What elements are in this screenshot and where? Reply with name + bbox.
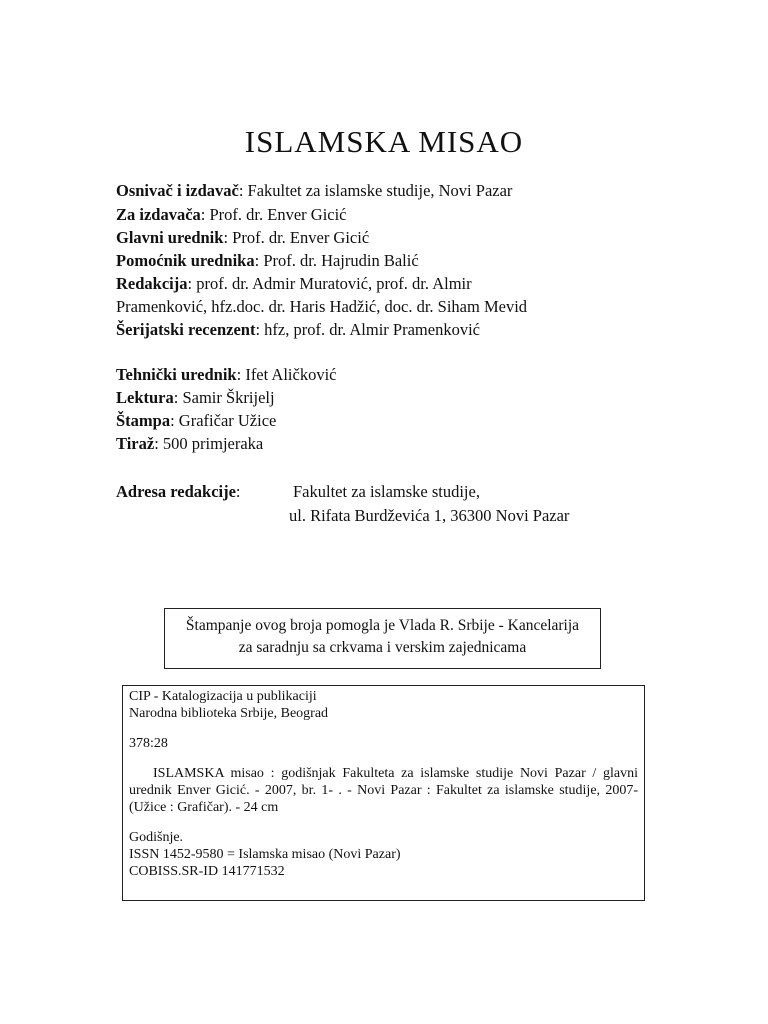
cip-spacer — [129, 722, 638, 735]
cip-entry: ISLAMSKA misao : godišnjak Fakulteta za islamske studije Novi Pazar / glavni urednik Enver Gicić. - 2007, br. 1- . - Novi Pazar : Fakultet za islamske studije, 2007- (Užice : Grafičar). - 24 cm — [129, 766, 638, 815]
credit-technical-editor: Tehnički urednik: Ifet Aličković — [116, 365, 337, 384]
funding-notice-line-1: Štampanje ovog broja pomogla je Vlada R. Srbije - Kancelarija — [185, 617, 580, 634]
address-line-2: ul. Rifata Burdževića 1, 36300 Novi Pazar — [289, 506, 570, 525]
credit-printing: Štampa: Grafičar Užice — [116, 411, 277, 430]
credit-sharia-reviewer: Šerijatski recenzent: hfz, prof. dr. Almir Pramenković — [116, 320, 480, 339]
credit-assistant-editor: Pomoćnik urednika: Prof. dr. Hajrudin Balić — [116, 251, 419, 270]
credit-editorial-board-cont: Pramenković, hfz.doc. dr. Haris Hadžić, doc. dr. Siham Mevid — [116, 297, 528, 316]
credit-publisher: Osnivač i izdavač: Fakultet za islamske studije, Novi Pazar — [116, 181, 513, 200]
credit-print-run: Tiraž: 500 primjeraka — [116, 434, 264, 453]
cip-heading: CIP - Katalogizacija u publikaciji — [129, 689, 317, 704]
cip-library: Narodna biblioteka Srbije, Beograd — [129, 706, 329, 721]
cip-spacer — [129, 752, 638, 765]
cip-spacer — [129, 816, 638, 829]
address-label: Adresa redakcije: — [116, 482, 241, 501]
cip-issn: ISSN 1452-9580 = Islamska misao (Novi Pazar) — [129, 847, 401, 862]
cip-frequency: Godišnje. — [129, 830, 184, 845]
page-title: ISLAMSKA MISAO — [244, 124, 524, 159]
credit-for-publisher: Za izdavača: Prof. dr. Enver Gicić — [116, 205, 347, 224]
funding-notice-line-2: za saradnju sa crkvama i verskim zajednicama — [238, 639, 527, 656]
cip-record-box — [122, 685, 645, 901]
funding-notice-box — [164, 608, 601, 669]
credit-editorial-board: Redakcija: prof. dr. Admir Muratović, prof. dr. Almir — [116, 274, 472, 293]
cip-cobiss: COBISS.SR-ID 141771532 — [129, 864, 285, 879]
cip-udc: 378:28 — [129, 736, 168, 751]
credit-editor-in-chief: Glavni urednik: Prof. dr. Enver Gicić — [116, 228, 370, 247]
address-line-1: Fakultet za islamske studije, — [293, 482, 480, 501]
credit-proofreading: Lektura: Samir Škrijelj — [116, 388, 275, 407]
